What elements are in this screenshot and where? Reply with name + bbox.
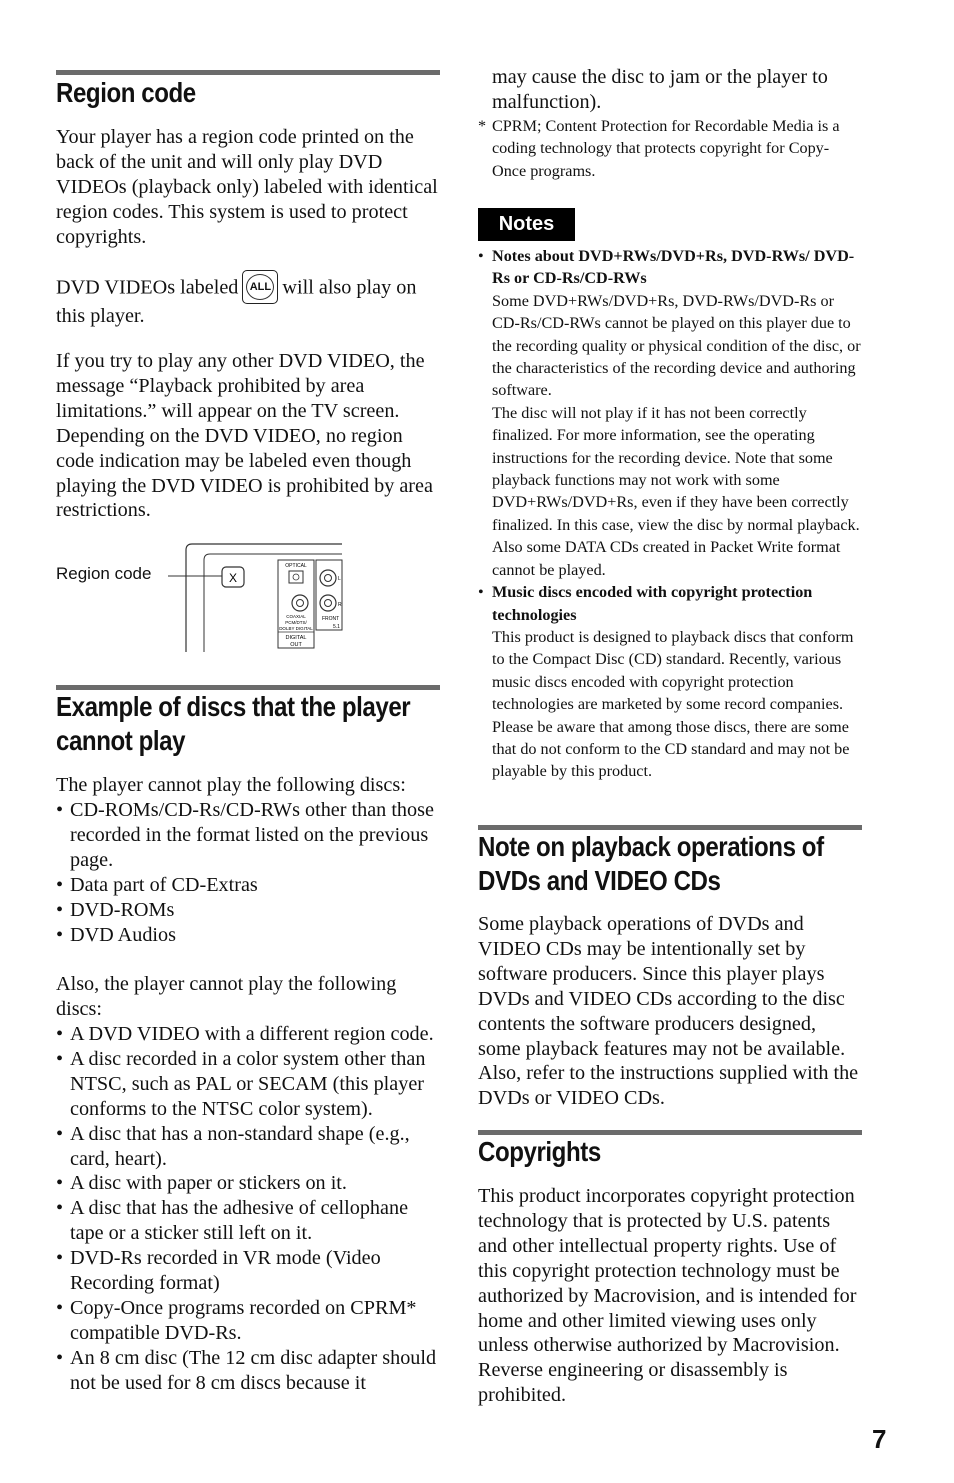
r-label: R [338, 602, 342, 608]
coaxial-jack [292, 595, 308, 611]
example-discs-heading-line1: Example of discs that the player [56, 691, 411, 722]
list-continuation: may cause the disc to jam or the player to malfunction). [492, 66, 828, 113]
page-number: 7 [872, 1424, 887, 1454]
playback-ops-paragraph: Some playback operations of DVDs and VIDEO CDs may be intentionally set by software producers. Since this player plays DVDs and VIDEO CDs according to the disc contents the software producers designed, some playback features may not be available. Also, refer to the instructions supplied with the DVDs or VIDEO CDs. [478, 913, 859, 1110]
cprm-footnote [478, 115, 862, 182]
copyrights-paragraph: This product incorporates copyright protection technology that is protected by U.S. patents and other intellectual property rights. Use of this copyright protection technology must be authorized by Macrovision, and is intended for home and other limited viewing uses only unless otherwise authorized by Macrovision. Reverse engineering or disassembly is prohibited. [478, 1185, 857, 1407]
digital-label: DIGITAL [285, 635, 307, 641]
example-discs-intro: The player cannot play the following discs: [56, 774, 406, 796]
example-discs-heading [56, 690, 439, 758]
rear-panel-figure [56, 540, 346, 655]
notes-item-recordable [478, 245, 862, 581]
region-code-paragraph: Your player has a region code printed on the back of the unit and will only play DVD VIDEOs (playback only) labeled with identical region codes. This system is used to protect copyrights. [56, 126, 438, 248]
dolby-label: DOLBY DIGITAL [279, 626, 313, 631]
region-all-text-after: will also play on this player. [56, 276, 417, 327]
notes-item-text: Some DVD+RWs/DVD+Rs, DVD-RWs/DVD-Rs or CD-Rs/CD-RWs cannot be played on this player due to the recording quality or physical condition of the disc, or the characteristics of the recording device and authoring software. [492, 291, 861, 400]
list-item: • A disc that has a non-standard shape (e.g., card, heart). [56, 1122, 440, 1172]
unplayable-list-1 [56, 798, 440, 947]
rear-panel-diagram [56, 540, 346, 655]
footnote-text: CPRM; Content Protection for Recordable Media is a coding technology that protects copyright for Copy-Once programs. [492, 117, 840, 180]
playback-ops-heading-line2: DVDs and VIDEO CDs [478, 865, 721, 896]
notes-list [478, 245, 862, 783]
region-all-mark: ALL [246, 274, 274, 300]
list-item: • Copy-Once programs recorded on CPRM* compatible DVD-Rs. [56, 1296, 440, 1346]
list-item: • A disc with paper or stickers on it. [56, 1171, 440, 1196]
list-item: • A DVD VIDEO with a different region code. [56, 1022, 440, 1047]
list-item: • DVD-ROMs [56, 898, 440, 923]
region-all-icon [242, 270, 278, 304]
five-one-label: 5.1 [333, 624, 340, 630]
unplayable-list-2 [56, 1022, 440, 1396]
notes-item-title: Notes about DVD+RWs/DVD+Rs, DVD-RWs/ DVD-Rs or CD-Rs/CD-RWs [492, 247, 855, 288]
region-warning-paragraph: If you try to play any other DVD VIDEO, the message “Playback prohibited by area limitations.” will appear on the TV screen. Depending on the DVD VIDEO, no region code indication may be labeled even though playing the DVD VIDEO is prohibited by area restrictions. [56, 350, 433, 522]
example-discs-intro-2: Also, the player cannot play the following discs: [56, 973, 397, 1020]
list-item: • A disc recorded in a color system other than NTSC, such as PAL or SECAM (this player conforms to the NTSC color system). [56, 1047, 440, 1122]
pcm-label: PCM/DTS/ [285, 620, 307, 625]
region-code-heading: Region code [56, 77, 196, 108]
list-item: • A disc that has the adhesive of cellophane tape or a sticker still left on it. [56, 1196, 440, 1246]
footnote-mark: * [478, 117, 487, 135]
coaxial-label: COAXIAL [286, 614, 306, 619]
front-l-jack [320, 570, 336, 586]
copyrights-heading: Copyrights [478, 1136, 601, 1167]
list-item: • DVD Audios [56, 923, 440, 948]
list-item: • Data part of CD-Extras [56, 873, 440, 898]
example-discs-heading-line2: cannot play [56, 725, 186, 756]
playback-ops-heading-line1: Note on playback operations of [478, 831, 824, 862]
out-label: OUT [290, 642, 302, 648]
list-item: • DVD-Rs recorded in VR mode (Video Recording format) [56, 1246, 440, 1296]
region-code-letter: X [228, 571, 238, 585]
region-all-text-before: DVD VIDEOs labeled [56, 276, 239, 299]
optical-label: OPTICAL [285, 563, 307, 569]
list-item: • An 8 cm disc (The 12 cm disc adapter should not be used for 8 cm discs because it [56, 1346, 440, 1396]
notes-badge: Notes [478, 208, 575, 241]
notes-item-text: This product is designed to playback discs that conform to the Compact Disc (CD) standard. Recently, various music discs encoded with copyright protection technologies are marketed by some record companies. Please be aware that among those discs, there are some that do not conform to the CD standard and may not be playable by this product. [492, 627, 854, 781]
playback-ops-heading [478, 830, 861, 898]
section-rule [56, 70, 440, 75]
front-label: FRONT [322, 616, 340, 622]
notes-item-text: The disc will not play if it has not been correctly finalized. For more information, see the operating instructions for the recording device. Note that some playback functions may not work with some DVD+RWs/DVD+Rs, even if they have been correctly finalized. In this case, view the disc by normal playback. Also some DATA CDs created in Packet Write format cannot be played. [492, 403, 860, 579]
l-label: L [338, 576, 341, 582]
notes-item-title: Music discs encoded with copyright protection technologies [492, 583, 813, 624]
region-code-callout: Region code [56, 564, 152, 583]
front-r-jack [320, 595, 336, 611]
region-all-paragraph [56, 274, 440, 329]
list-item: • CD-ROMs/CD-Rs/CD-RWs other than those recorded in the format listed on the previous page. [56, 798, 440, 873]
notes-item-copy-protection [478, 581, 862, 783]
